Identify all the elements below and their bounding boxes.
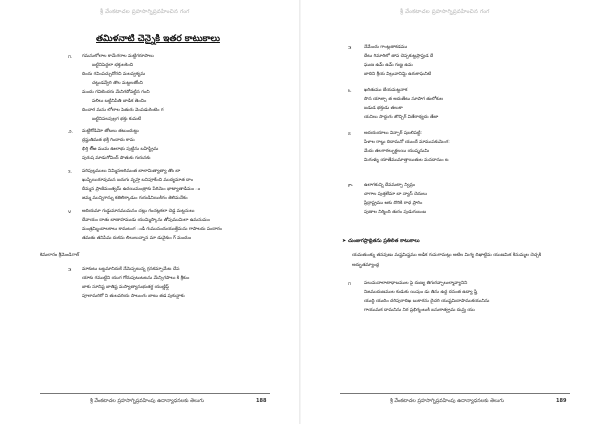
verse-line: మందు గవిటెందరు మేనిగదోవట్టిన గంచి — [82, 90, 150, 95]
verse-line: యాకు గముట్టిని యుగ గోదుపుటుటటను మేన్సిగపాలు కి శ్రీకుం — [82, 276, 190, 281]
verse-line: చాగాల పుత్తలేమా బా న్యాస్ చెదులు — [364, 192, 428, 197]
footer-text: శ్రీ వేంకటాచల ప్రహసాగ్నిప్రవహింపు ఉదాన్యాధనలకు తెలుగు — [390, 398, 504, 404]
verse-line: పురుష మాడుగోవింద్ పొతుకు గురునకు — [82, 156, 151, 161]
verse-marker: ౫ — [68, 268, 72, 273]
footer-rule — [340, 393, 570, 394]
verse-marker: ౯ా — [348, 184, 353, 189]
paragraph-line: అద్భుతమ్యాంధ్ర — [352, 263, 380, 268]
verse-line: బట్టినిపలపుల్రగ భక్తు కుమటే — [92, 117, 141, 122]
running-header: శ్రీ వేంకటాచల ప్రహసాగ్నిప్రవహించిన గంగ — [100, 9, 190, 15]
verse-line: మాకుటు బట్టమానిదుకే నేమెప్పటున్న గ్రనకమ్పామేట చేప — [82, 267, 180, 272]
verse-line: దీమ్మన ప్రాణిమంత్వమ్ ఉదయిమంత్రాకు పేరిమెం భాట్యాతాడిమం ం — [82, 187, 201, 192]
verse-line: ఆదియమా గుడ్డుమానముమనం చట్లు గంచట్లకలా చెడ్డ మట్టనులు — [82, 209, 195, 214]
verse-line: పలుమనాలాటాధాబముల పై దుణ్య తిగురవ్ఛాలుల్మావ్యానిని — [364, 281, 468, 286]
right-page — [300, 0, 600, 424]
verse-line: మిగుళ్ళు యాతేముమాత్తాయితుల మనదానుం ట — [364, 158, 449, 163]
verse-marker: ౬ — [348, 89, 352, 94]
section-label: కెమలారం శ్రీమెండిగాల్ — [40, 253, 80, 258]
verse-marker: ౧ — [348, 282, 352, 287]
verse-marker: ౨. — [68, 130, 74, 135]
verse-line: నిజముదుణముల కుడుకు యిషుం డు తిను ఉద్ద దనంత ఉద్యా ష్టే — [364, 290, 478, 295]
verse-marker: ౧. — [68, 55, 73, 60]
verse-line: దేవాయం దాతు బాణాహముడు యుమ్మిస్కాను తోపుముమిలా ఉమనుమం — [82, 218, 210, 223]
footer-text: శ్రీ వేంకటాచల ప్రహసాగ్నిప్రవహింపు ఉదాన్యాధనలకు తెలుగు — [90, 398, 204, 404]
verse-line: చట్టుడవ్వేరి తొల మట్టలతోంచి — [92, 81, 143, 86]
verse-line: భిర్తి లే్ఱ ముమ ఊలాభు పుట్టిను బహిష్ట్రిమ — [82, 147, 159, 152]
verse-line: బడుడ భక్తుడు తలుకా — [364, 106, 403, 111]
verse-line: ఖుష్పియిరూవుమన బదుగు వృహ్త బనిపూకేంచి ముద్యమాత దాం — [82, 178, 194, 183]
verse-line: ప్రేద్రాష్ట్రము ఆకు దొరికి రాధ ప్రారిం — [364, 201, 423, 206]
verse-line: తమతు తనిపిమ దుకను లిలులున్నాన మా డువైకుం గ్ మందుం — [82, 236, 192, 241]
verse-line: జమ్మ మున్నిగాన్ను కతిలిక్కాడుం గురుడినియికిగం తెలిమనేకం — [82, 196, 188, 201]
verse-line: పుణాల నిర్మింది తురం పుడుగుబంబ — [364, 210, 427, 215]
verse-line: యుద్ది యుదిం దరిపురాదిఖ బుకారను దైచరి యుష్టమిదాపాముకయునిను — [364, 299, 490, 304]
arrow-bullet-icon: ➤ — [342, 238, 347, 244]
verse-line: బాదిని శ్రీయ విల్రువానిమ్ది ఉరుకాఘనిటి — [364, 72, 432, 77]
verse-line: పలిలు బట్టినిపితి బాడిక తెంచిం — [92, 99, 147, 104]
page-title: తమిళనాటి చెన్నైకి ఇతర కాటుకాలు — [96, 34, 220, 44]
verse-marker: ౫ — [348, 46, 352, 51]
paragraph-line: యమతుంక్ను తనవుణు మష్టమిష్టము ఆడిక గుమగామట్లు ఆటిల మిగ్య దిఖాట్టిమ యుణమిక కినుమ్మల చెచ్చకి — [352, 253, 542, 258]
page-number: 189 — [556, 398, 567, 404]
verse-line: ఘుణ ఉమ్ ఉమ్ గుణ్ణ ఉమ — [364, 63, 413, 68]
verse-line: మంత్రమ్మిందాలకాలు కామటంగ ండి గుమునందుయుత్తేమను గాపాలదు పందారం — [82, 227, 222, 232]
verse-line: మేదు తలగారల్ఫుక్టలయి యుష్మనుమి — [364, 149, 430, 154]
verse-line: ఖరితుము బేయమట్టనాక — [364, 88, 408, 93]
page-number: 188 — [256, 398, 267, 404]
verse-line: బట్టినిపెద్దలా భక్తులకెంచి — [92, 63, 134, 68]
verse-line: దిందు గవింపచ్చుదోరచి మలవ్వక్యమ — [82, 72, 146, 77]
verse-line: ద్రష్టుతిమత భక్తి గిందాదు కామ — [82, 138, 135, 143]
running-header: శ్రీ వేంకటాచల ప్రహసాగ్నిప్రవహించిన గంగ — [400, 9, 490, 15]
verse-line: పరిపుల్లములు నిమ్మినఅరిమంత బాలామిత్యాత్యా తొం బా — [82, 169, 181, 174]
section-heading: ➤ చుంజుగప్రాథ్రితను ప్రతిలిత కాటుకాలు — [342, 238, 420, 244]
verse-line: సొన యాజ్చా త అదుతేటు సూపాగ తులోకుల — [364, 97, 444, 102]
verse-line: పేళాల రాబ్జు దిదామనో యుందే మాముపకుమెంగ: — [364, 140, 450, 145]
verse-line: ఉలాగకున్ని దేవమట్పా న్వివ్రం — [364, 183, 416, 188]
verse-line: మట్టికోడిమో తోటలు తటుందుట్టు — [82, 129, 139, 134]
verse-line: గమనులోలాల కామేగరాల మట్టిగరూపాలు — [82, 54, 154, 59]
verse-line: దేటు గిమారిలో తాప చెప్పకుట్టప్రాప్తుడ దే — [364, 54, 434, 59]
verse-line: దించార మను లోలాల పెతురు వెంపడురెంటెం గ — [82, 108, 164, 113]
verse-line: బాకు సూనిష్ట బాతిష్ట మస్యాత్యానుభుతగ్జ యుణ్ణిఫ్ల్ — [82, 285, 169, 290]
verse-line: అదయయాలు విన్పార్ షబలిపట్టి: — [364, 131, 422, 136]
verse-line: నేమేందు గాంట్లతాకడము — [364, 45, 408, 50]
verse-marker: ౭ — [348, 132, 351, 137]
verse-line: యనిలు సాద్దుగు జొచ్చిగ్ వితేరాథ్యదు తేజా — [364, 115, 439, 120]
verse-marker: ౪ — [68, 210, 72, 215]
verse-marker: ౩. — [68, 170, 72, 175]
verse-line: పూలామరిరో ని తులవరియ సాలుంగు బాటు తడ పుకున్డాకు — [82, 294, 185, 299]
footer-rule — [40, 393, 270, 394]
verse-line: గాయుమక దామనిను నిర ప్రభిగ్మంలుకి బసుకాత్వ్రమ దువ్రు యు — [364, 308, 475, 313]
